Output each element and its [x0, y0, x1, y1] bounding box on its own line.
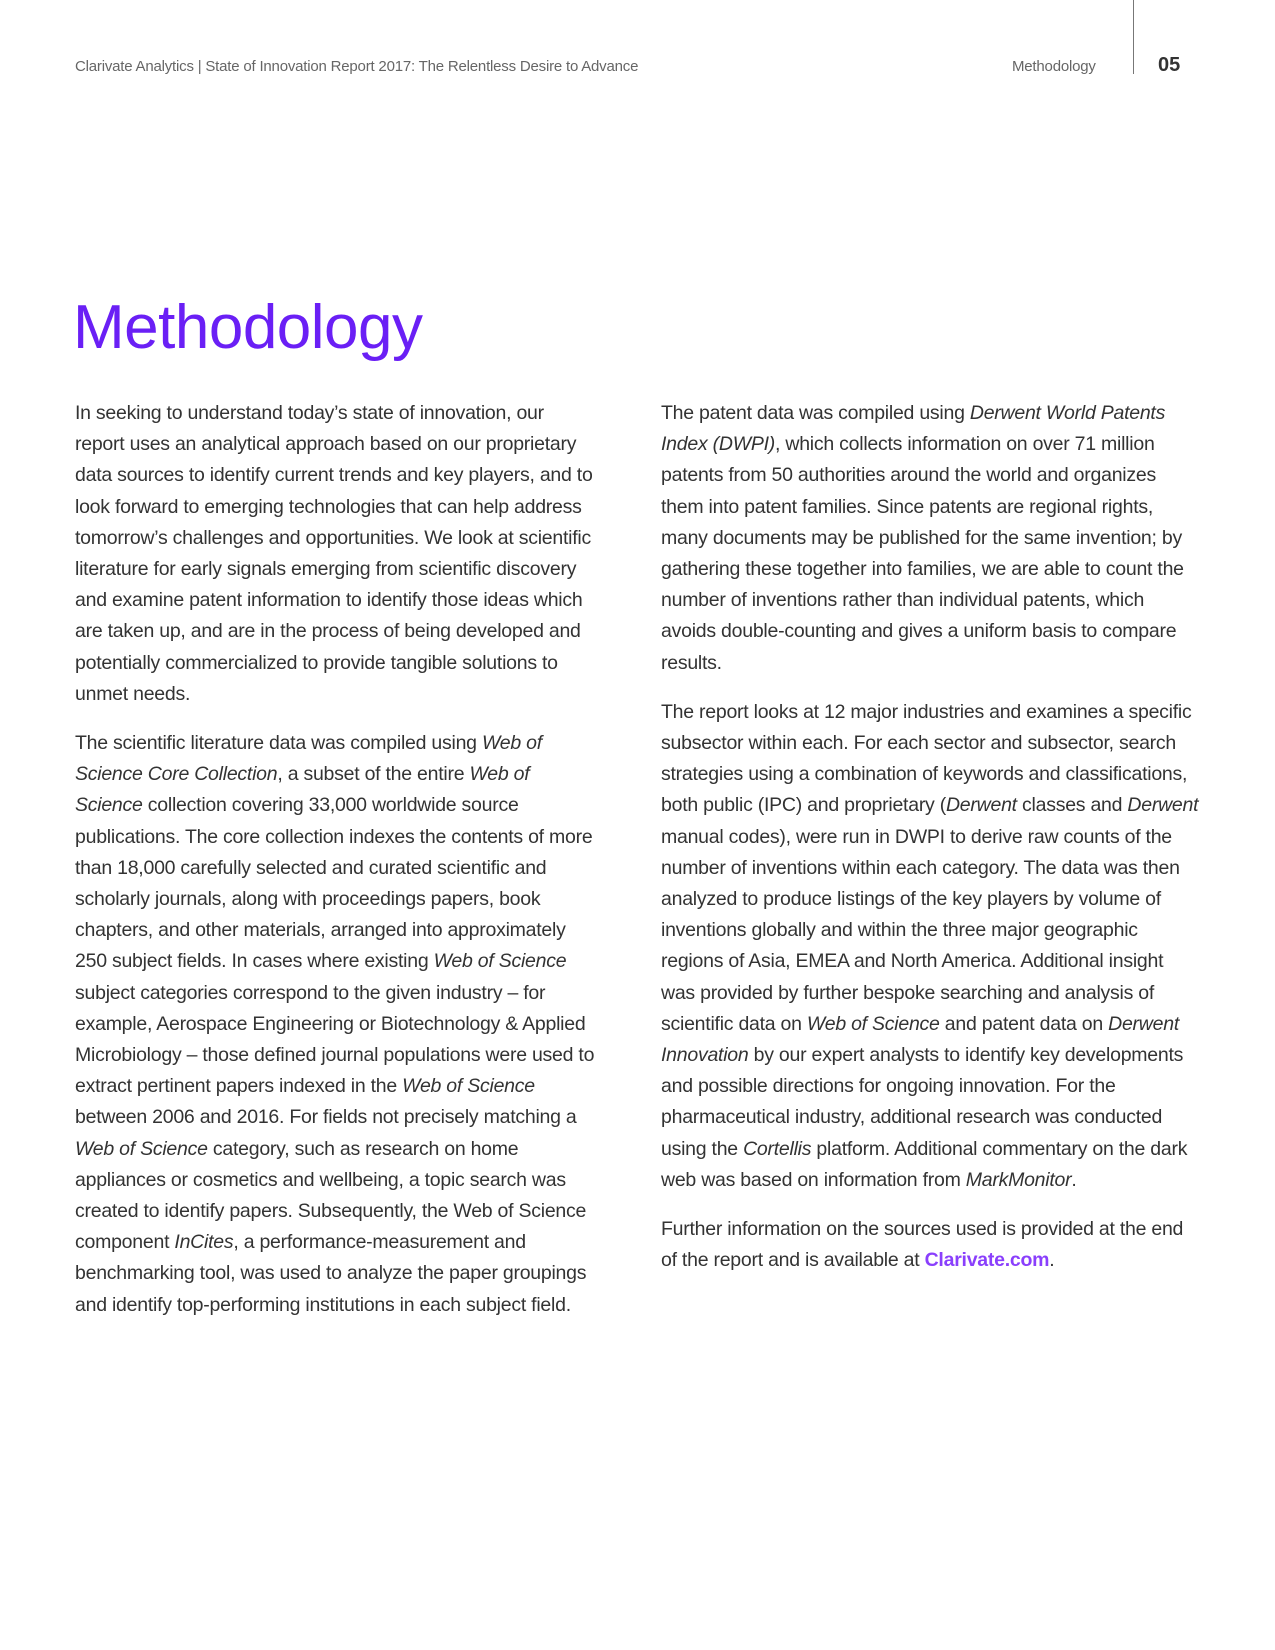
italic-source-name: Web of Science Core Collection: [75, 732, 542, 786]
text-segment: , a performance-measurement and benchmarking tool, was used to analyze the paper groupings and identify top-performing institutions in each subject field.: [75, 1231, 587, 1316]
text-segment: In seeking to understand today’s state of innovation, our report uses an analytical approach based on our proprietary data sources to identify current trends and key players, and to look forward to emerging technologies that can help address tomorrow’s challenges and opportunities. We look at scientific literature for early signals emerging from scientific discovery and examine patent information to identify those ideas which are taken up, and are in the process of being developed and potentially commercialized to provide tangible solutions to unmet needs.: [75, 402, 593, 705]
body-paragraph: [75, 728, 595, 1321]
body-paragraph: [661, 398, 1201, 679]
text-segment: Further information on the sources used is provided at the end of the report and is available at: [661, 1218, 1184, 1272]
body-paragraph: [661, 1214, 1201, 1276]
text-segment: manual codes), were run in DWPI to derive raw counts of the number of inventions within each category. The data was then analyzed to produce listings of the key players by volume of inventions globally and within the three major geographic regions of Asia, EMEA and North America. Additional insight was provided by further bespoke searching and analysis of scientific data on: [661, 825, 1180, 1035]
text-segment: subject categories correspond to the given industry – for example, Aerospace Engineering or Biotechnology & Applied Microbiology – those defined journal populations were used to extract pertinent papers indexed in the: [75, 981, 595, 1098]
right-column: [661, 398, 1201, 1294]
italic-source-name: Derwent Innovation: [661, 1012, 1179, 1067]
text-segment: and patent data on: [939, 1012, 1109, 1035]
italic-source-name: MarkMonitor: [965, 1168, 1072, 1191]
text-segment: platform. Additional commentary on the dark web was based on information from: [661, 1137, 1188, 1191]
text-segment: The patent data was compiled using: [661, 402, 970, 424]
italic-source-name: Web of Science: [433, 950, 567, 973]
text-segment: , which collects information on over 71 million patents from 50 authorities around the world and organizes them into patent families. Since patents are regional rights, many documents may be published for the same invention; by gathering these together into families, we are able to count the number of inventions rather than individual patents, which avoids double-counting and gives a uniform basis to compare results.: [661, 433, 1184, 674]
italic-source-name: Cortellis: [743, 1137, 812, 1160]
report-running-title: Clarivate Analytics | State of Innovation Report 2017: The Relentless Desire to Advance: [75, 58, 639, 75]
text-segment: .: [1071, 1168, 1077, 1191]
text-segment: The scientific literature data was compiled using: [75, 732, 482, 755]
page-number: 05: [1158, 54, 1181, 76]
clarivate-link[interactable]: Clarivate.com: [924, 1249, 1050, 1272]
italic-source-name: InCites: [174, 1231, 234, 1254]
body-paragraph: [661, 697, 1201, 1196]
left-column: [75, 398, 595, 1339]
italic-source-name: Web of Science: [75, 763, 530, 817]
italic-source-name: Web of Science: [75, 1137, 208, 1160]
text-segment: The report looks at 12 major industries and examines a specific subsector within each. For each sector and subsector, search strategies using a combination of keywords and classifications, both public (IPC) and proprietary (: [661, 700, 1192, 817]
text-segment: .: [1049, 1249, 1055, 1272]
text-segment: classes and: [1016, 794, 1128, 817]
italic-source-name: Derwent: [945, 794, 1017, 817]
italic-source-name: Web of Science: [402, 1075, 535, 1098]
text-segment: by our expert analysts to identify key developments and possible directions for ongoing innovation. For the pharmaceutical industry, additional research was conducted using the: [661, 1044, 1184, 1160]
body-paragraph: [75, 398, 595, 710]
page-title: Methodology: [73, 293, 423, 362]
italic-source-name: Web of Science: [806, 1012, 940, 1035]
text-segment: , a subset of the entire: [277, 763, 470, 786]
text-segment: category, such as research on home appliances or cosmetics and wellbeing, a topic search was created to identify papers. Subsequently, the Web of Science component: [75, 1137, 587, 1254]
italic-source-name: Derwent World Patents Index (DWPI): [661, 402, 1166, 456]
header-divider: [1133, 0, 1134, 74]
italic-source-name: Derwent: [1127, 794, 1199, 817]
text-segment: collection covering 33,000 worldwide source publications. The core collection indexes the contents of more than 18,000 carefully selected and curated scientific and scholarly journals, along with proceedings papers, book chapters, and other materials, arranged into approximately 250 subject fields. In cases where existing: [75, 794, 593, 973]
text-segment: between 2006 and 2016. For fields not precisely matching a: [75, 1106, 577, 1129]
section-label: Methodology: [1012, 58, 1096, 75]
